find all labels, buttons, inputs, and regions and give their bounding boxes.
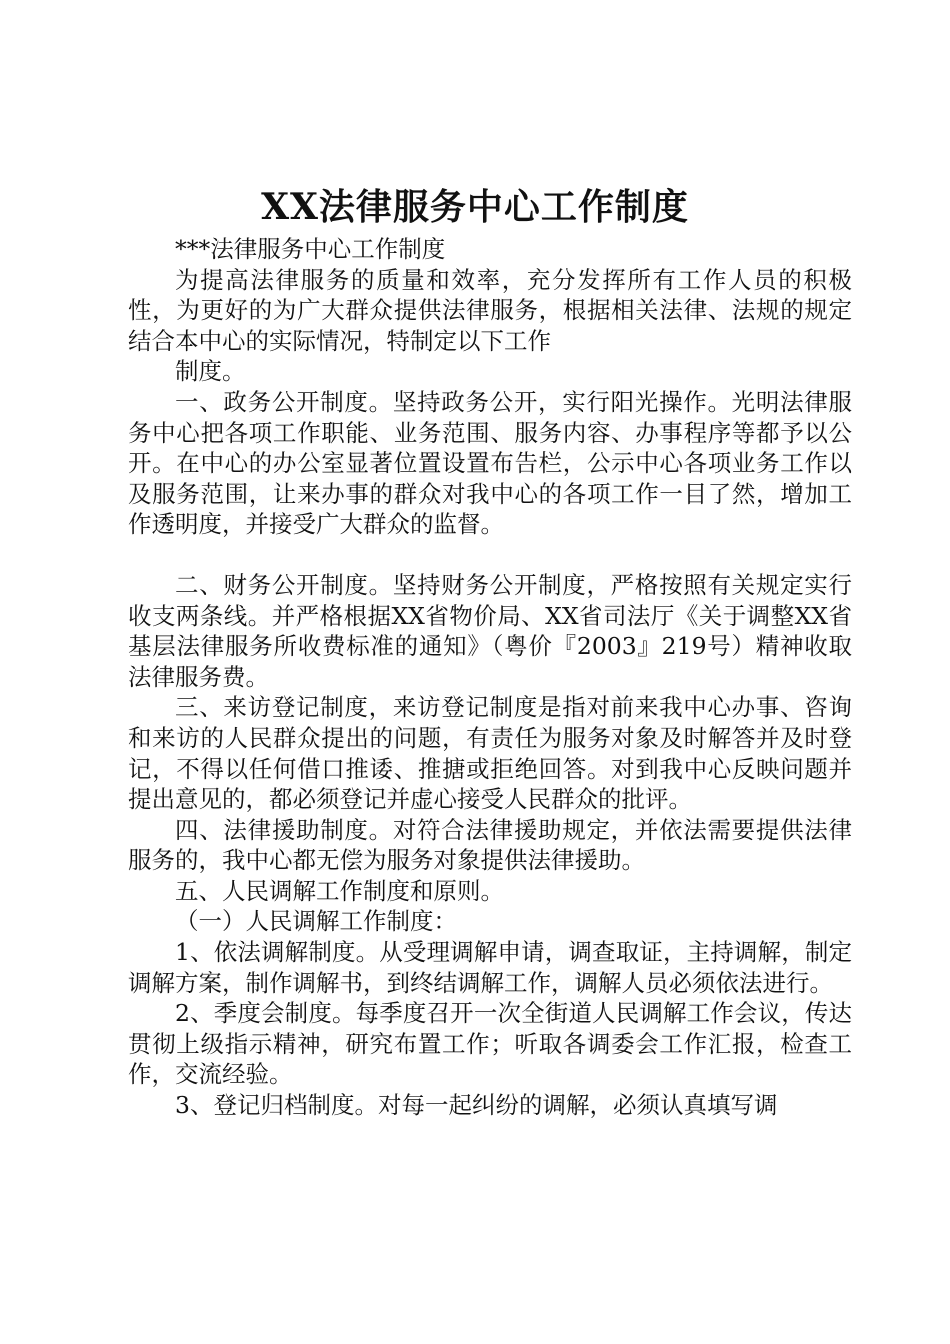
document-body xyxy=(128,234,852,1121)
paragraph-intro: 为提高法律服务的质量和效率，充分发挥所有工作人员的积极性，为更好的为广大群众提供法律服务，根据相关法律、法规的规定结合本中心的实际情况，特制定以下工作 xyxy=(128,265,852,355)
paragraph-section-3: 三、来访登记制度，来访登记制度是指对前来我中心办事、咨询和来访的人民群众提出的问题，有责任为服务对象及时解答并及时登记，不得以任何借口推诿、推搪或拒绝回答。对到我中心反映问题并提出意见的，都必须登记并虚心接受人民群众的批评。 xyxy=(128,693,852,814)
paragraph-subtitle: ***法律服务中心工作制度 xyxy=(175,235,446,263)
paragraph-section-2: 二、财务公开制度。坚持财务公开制度，严格按照有关规定实行收支两条线。并严格根据XX省物价局、XX省司法厅《关于调整XX省基层法律服务所收费标准的通知》（粤价『2003』219号）精神收取法律服务费。 xyxy=(128,570,852,691)
paragraph-section-1: 一、政务公开制度。坚持政务公开，实行阳光操作。光明法律服务中心把各项工作职能、业务范围、服务内容、办事程序等都予以公开。在中心的办公室显著位置设置布告栏，公示中心各项业务工作以及服务范围，让来办事的群众对我中心的各项工作一目了然，增加工作透明度，并接受广大群众的监督。 xyxy=(128,387,852,539)
paragraph-item-1: 1、依法调解制度。从受理调解申请，调查取证，主持调解，制定调解方案，制作调解书，到终结调解工作，调解人员必须依法进行。 xyxy=(128,938,852,997)
document-title: XX法律服务中心工作制度 xyxy=(261,186,689,228)
paragraph-item-3: 3、登记归档制度。对每一起纠纷的调解，必须认真填写调 xyxy=(175,1091,778,1120)
paragraph-item-2: 2、季度会制度。每季度召开一次全街道人民调解工作会议，传达贯彻上级指示精神，研究布置工作；听取各调委会工作汇报，检查工作，交流经验。 xyxy=(128,999,852,1089)
paragraph-subsection-heading: （一）人民调解工作制度： xyxy=(175,907,457,936)
paragraph-intro-continued: 制度。 xyxy=(175,357,246,386)
paragraph-section-5: 五、人民调解工作制度和原则。 xyxy=(175,876,504,905)
paragraph-section-4: 四、法律援助制度。对符合法律援助规定，并依法需要提供法律服务的，我中心都无偿为服务对象提供法律援助。 xyxy=(128,815,852,875)
